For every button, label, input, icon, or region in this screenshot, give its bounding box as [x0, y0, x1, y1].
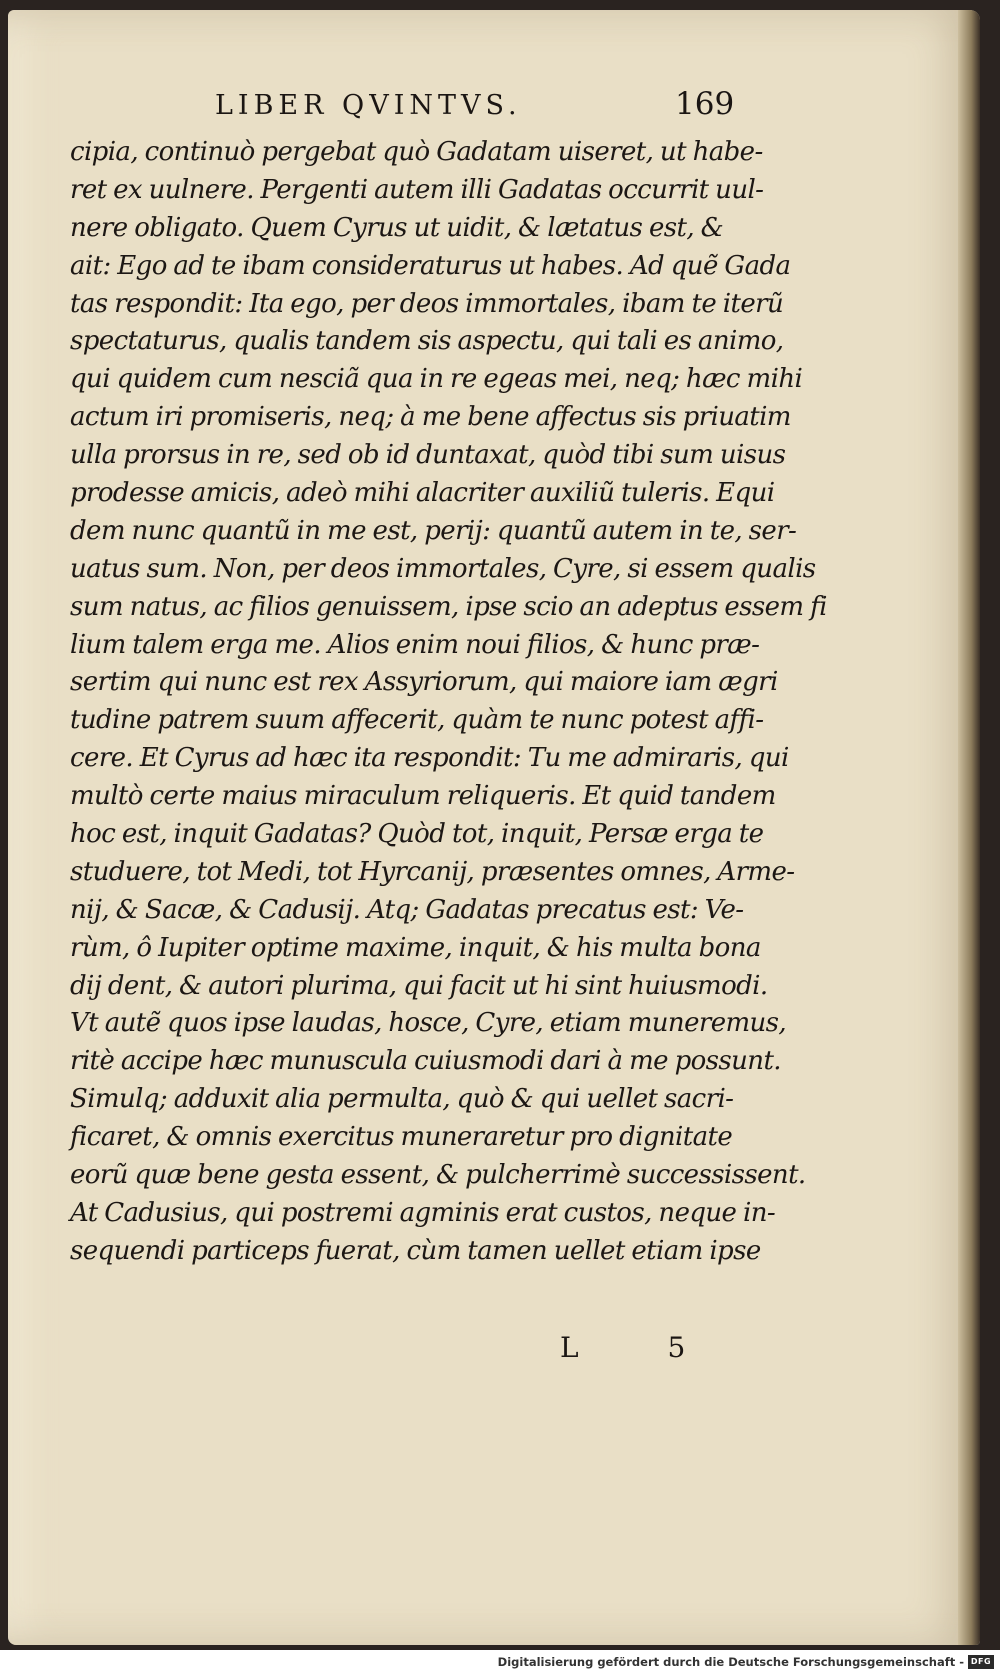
dfg-logo: DFG: [968, 1655, 994, 1669]
text-line: ulla prorsus in re, sed ob id duntaxat, quòd tibi sum uisus: [70, 440, 786, 471]
page-number: 169: [675, 86, 735, 122]
footer-bar: [0, 1650, 1000, 1677]
text-line: eorũ quæ bene gesta essent, & pulcherrimè successissent.: [70, 1160, 806, 1191]
signature-mark: L 5: [560, 1331, 726, 1364]
page-binding-edge: [958, 10, 980, 1645]
text-line: cere. Et Cyrus ad hæc ita respondit: Tu me admiraris, qui: [70, 743, 789, 774]
text-line: sertim qui nunc est rex Assyriorum, qui maiore iam ægri: [70, 667, 778, 698]
text-line: dij dent, & autori plurima, qui facit ut hi sint huiusmodi.: [70, 970, 768, 1001]
text-line: actum iri promiseris, neq; à me bene affectus sis priuatim: [70, 402, 791, 433]
text-line: hoc est, inquit Gadatas? Quòd tot, inquit, Persæ erga te: [70, 819, 764, 850]
text-line: sequendi particeps fuerat, cùm tamen uellet etiam ipse: [70, 1235, 761, 1266]
digitization-credit: Digitalisierung gefördert durch die Deutsche Forschungsgemeinschaft -: [497, 1655, 964, 1669]
text-line: spectaturus, qualis tandem sis aspectu, qui tali es animo,: [70, 326, 784, 357]
text-line: ritè accipe hæc munuscula cuiusmodi dari à me possunt.: [70, 1046, 781, 1077]
text-line: ficaret, & omnis exercitus muneraretur pro dignitate: [70, 1122, 733, 1153]
text-line: studuere, tot Medi, tot Hyrcanij, præsentes omnes, Arme-: [70, 856, 795, 887]
text-line: tas respondit: Ita ego, per deos immortales, ibam te iterũ: [70, 288, 784, 319]
body-text: [70, 134, 827, 1271]
text-line: sum natus, ac filios genuissem, ipse scio an adeptus essem fi: [70, 591, 827, 622]
text-line: cipia, continuò pergebat quò Gadatam uiseret, ut habe-: [70, 137, 763, 167]
text-line: uatus sum. Non, per deos immortales, Cyre, si essem qualis: [70, 553, 816, 584]
text-line: qui quidem cum nesciã qua in re egeas mei, neq; hæc mihi: [70, 364, 803, 395]
text-line: dem nunc quantũ in me est, perij: quantũ autem in te, ser-: [70, 515, 797, 546]
text-line: ret ex uulnere. Pergenti autem illi Gadatas occurrit uul-: [70, 174, 764, 205]
text-line: Vt autẽ quos ipse laudas, hosce, Cyre, etiam muneremus,: [70, 1008, 787, 1039]
text-line: Simulq; adduxit alia permulta, quò & qui uellet sacri-: [70, 1084, 734, 1115]
text-line: prodesse amicis, adeò mihi alacriter auxiliũ tuleris. Equi: [70, 478, 775, 509]
text-line: multò certe maius miraculum reliqueris. Et quid tandem: [70, 781, 776, 812]
text-line: At Cadusius, qui postremi agminis erat custos, neque in-: [70, 1197, 776, 1228]
text-line: nij, & Sacæ, & Cadusij. Atq; Gadatas precatus est: Ve-: [70, 894, 744, 925]
text-line: lium talem erga me. Alios enim noui filios, & hunc præ-: [70, 629, 760, 660]
running-head: LIBER QVINTVS.: [215, 90, 522, 121]
text-line: tudine patrem suum affecerit, quàm te nunc potest affi-: [70, 705, 764, 736]
text-line: nere obligato. Quem Cyrus ut uidit, & lætatus est, &: [70, 212, 724, 243]
text-line: ait: Ego ad te ibam consideraturus ut habes. Ad quẽ Gada: [70, 250, 791, 281]
text-line: rùm, ô Iupiter optime maxime, inquit, & his multa bona: [70, 932, 761, 963]
